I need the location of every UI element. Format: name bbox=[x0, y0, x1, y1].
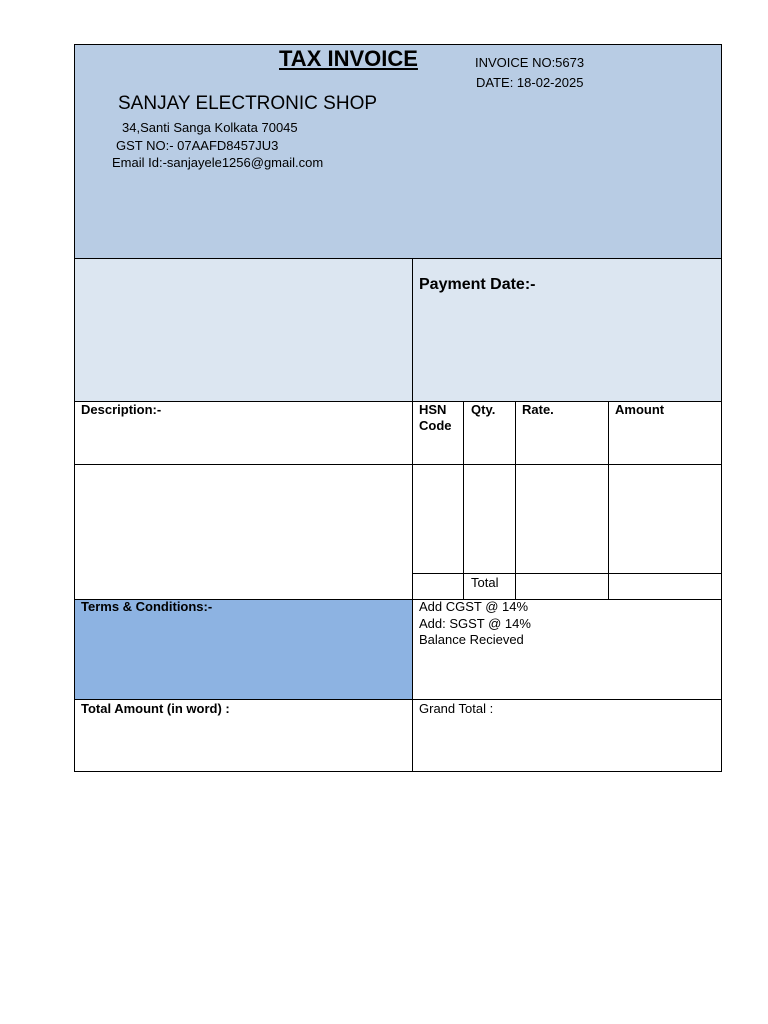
border-terms-bottom bbox=[74, 699, 722, 700]
border-right bbox=[721, 44, 722, 772]
invoice-number: INVOICE NO:5673 bbox=[475, 55, 585, 70]
shop-name: SANJAY ELECTRONIC SHOP bbox=[118, 93, 378, 114]
border-left bbox=[74, 44, 75, 772]
amount-header: Amount bbox=[615, 402, 665, 417]
border-middle bbox=[412, 258, 413, 772]
border-top bbox=[74, 44, 722, 45]
description-header: Description:- bbox=[81, 402, 162, 417]
balance-label: Balance Recieved bbox=[419, 632, 524, 647]
border-items-header-bottom bbox=[74, 464, 722, 465]
qty-header: Qty. bbox=[471, 402, 496, 417]
sgst-label: Add: SGST @ 14% bbox=[419, 616, 531, 631]
terms-label: Terms & Conditions:- bbox=[81, 599, 213, 614]
border-qty-rate bbox=[515, 401, 516, 600]
grand-total-label: Grand Total : bbox=[419, 701, 494, 716]
payment-date-label: Payment Date:- bbox=[419, 276, 536, 293]
shop-email: Email Id:-sanjayele1256@gmail.com bbox=[112, 155, 324, 170]
payment-background bbox=[74, 259, 722, 402]
border-hsn-qty bbox=[463, 401, 464, 600]
total-label: Total bbox=[471, 575, 499, 590]
border-total-row-top bbox=[413, 573, 722, 574]
hsn-header-line2: Code bbox=[419, 418, 452, 433]
hsn-header-line1: HSN bbox=[419, 402, 447, 417]
border-rate-amount bbox=[608, 401, 609, 600]
terms-background bbox=[74, 599, 413, 700]
rate-header: Rate. bbox=[522, 402, 554, 417]
total-amount-words-label: Total Amount (in word) : bbox=[81, 701, 230, 716]
border-bottom bbox=[74, 771, 722, 772]
invoice-date: DATE: 18-02-2025 bbox=[476, 75, 584, 90]
cgst-label: Add CGST @ 14% bbox=[419, 599, 529, 614]
invoice-title: TAX INVOICE bbox=[279, 46, 418, 71]
shop-address: 34,Santi Sanga Kolkata 70045 bbox=[122, 120, 298, 135]
border-header-bottom bbox=[74, 258, 722, 259]
shop-gst-number: GST NO:- 07AAFD8457JU3 bbox=[116, 138, 279, 153]
